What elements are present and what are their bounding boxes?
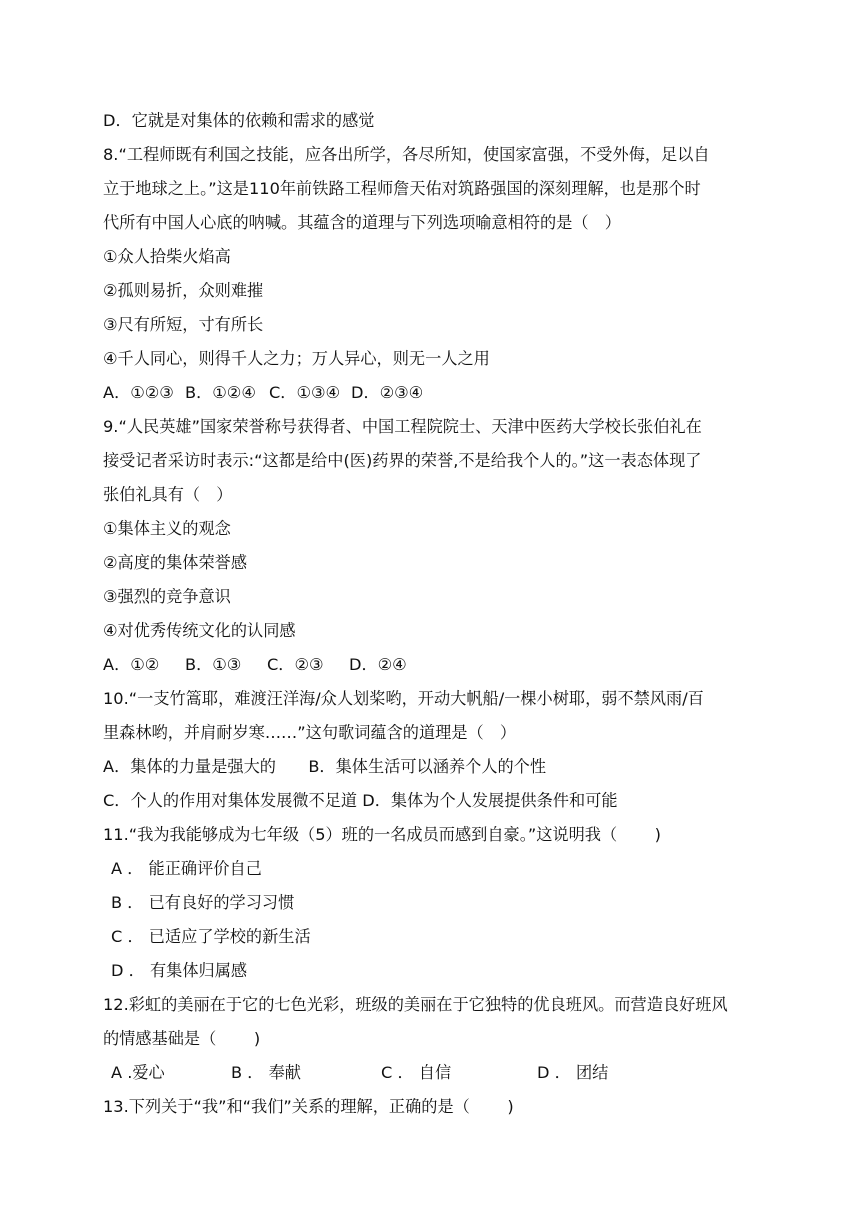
q9-statement-2: ②高度的集体荣誉感 <box>103 553 248 572</box>
q8-statement-1: ①众人拾柴火焰高 <box>103 247 231 266</box>
q9-statement-3: ③强烈的竞争意识 <box>103 587 231 606</box>
q8-options <box>103 376 759 410</box>
q9-options <box>103 648 759 682</box>
q11-option-c: C ． 已适应了学校的新生活 <box>111 927 311 946</box>
q9-option-d: D．②④ <box>349 655 407 674</box>
q8-option-c: C．①③④ <box>269 383 341 402</box>
q11-stem: 11.“我为我能够成为七年级（5）班的一名成员而感到自豪。”这说明我（ ) <box>103 825 661 844</box>
q8-option-a: A．①②③ <box>103 383 174 402</box>
q8-statement-2: ②孤则易折，众则难摧 <box>103 281 264 300</box>
q11-option-d: D ． 有集体归属感 <box>111 961 248 980</box>
q8-stem-line-1: 8.“工程师既有利国之技能，应各出所学，各尽所知，使国家富强，不受外侮，足以自 <box>103 145 710 164</box>
q7-option-d: D．它就是对集体的依赖和需求的感觉 <box>103 111 375 130</box>
q9-statement-4: ④对优秀传统文化的认同感 <box>103 621 296 640</box>
q8-stem-line-3: 代所有中国人心底的呐喊。其蕴含的道理与下列选项喻意相符的是（ ） <box>103 213 621 232</box>
q11-option-b: B ． 已有良好的学习习惯 <box>111 893 295 912</box>
q8-statement-3: ③尺有所短，寸有所长 <box>103 315 264 334</box>
q9-stem-line-3: 张伯礼具有（ ） <box>103 485 233 504</box>
q12-option-b: B ． 奉献 <box>231 1063 301 1082</box>
q9-option-a: A．①② <box>103 655 160 674</box>
q9-option-c: C．②③ <box>267 655 324 674</box>
q12-option-d: D ． 团结 <box>537 1063 609 1082</box>
q12-option-a: A .爱心 <box>111 1063 165 1082</box>
q11-option-a: A ． 能正确评价自己 <box>111 859 262 878</box>
q9-stem-line-2: 接受记者采访时表示:“这都是给中(医)药界的荣誉,不是给我个人的。”这一表态体现了 <box>103 451 702 470</box>
q12-option-c: C ． 自信 <box>381 1063 452 1082</box>
q9-statement-1: ①集体主义的观念 <box>103 519 231 538</box>
q12-stem-line-1: 12.彩虹的美丽在于它的七色光彩，班级的美丽在于它独特的优良班风。而营造良好班风 <box>103 995 728 1014</box>
question-content <box>103 104 759 1124</box>
q8-statement-4: ④千人同心，则得千人之力；万人异心，则无一人之用 <box>103 349 490 368</box>
q8-option-b: B．①②④ <box>185 383 256 402</box>
q10-stem-line-2: 里森林哟，并肩耐岁寒……”这句歌词蕴含的道理是（ ） <box>103 723 517 742</box>
q9-stem-line-1: 9.“人民英雄”国家荣誉称号获得者、中国工程院院士、天津中医药大学校长张伯礼在 <box>103 417 702 436</box>
q9-option-b: B．①③ <box>185 655 242 674</box>
q13-stem: 13.下列关于“我”和“我们”关系的理解，正确的是（ ) <box>103 1097 514 1116</box>
q8-option-d: D．②③④ <box>351 383 424 402</box>
q12-options <box>103 1056 759 1090</box>
q10-options-ab: A．集体的力量是强大的 B．集体生活可以涵养个人的个性 <box>103 757 547 776</box>
q10-stem-line-1: 10.“一支竹篙耶，难渡汪洋海/众人划桨哟，开动大帆船/一棵小树耶，弱不禁风雨/百 <box>103 689 704 708</box>
q10-options-cd: C．个人的作用对集体发展微不足道 D．集体为个人发展提供条件和可能 <box>103 791 618 810</box>
q8-stem-line-2: 立于地球之上。”这是110年前铁路工程师詹天佑对筑路强国的深刻理解，也是那个时 <box>103 179 701 198</box>
q12-stem-line-2: 的情感基础是（ ) <box>103 1029 261 1048</box>
